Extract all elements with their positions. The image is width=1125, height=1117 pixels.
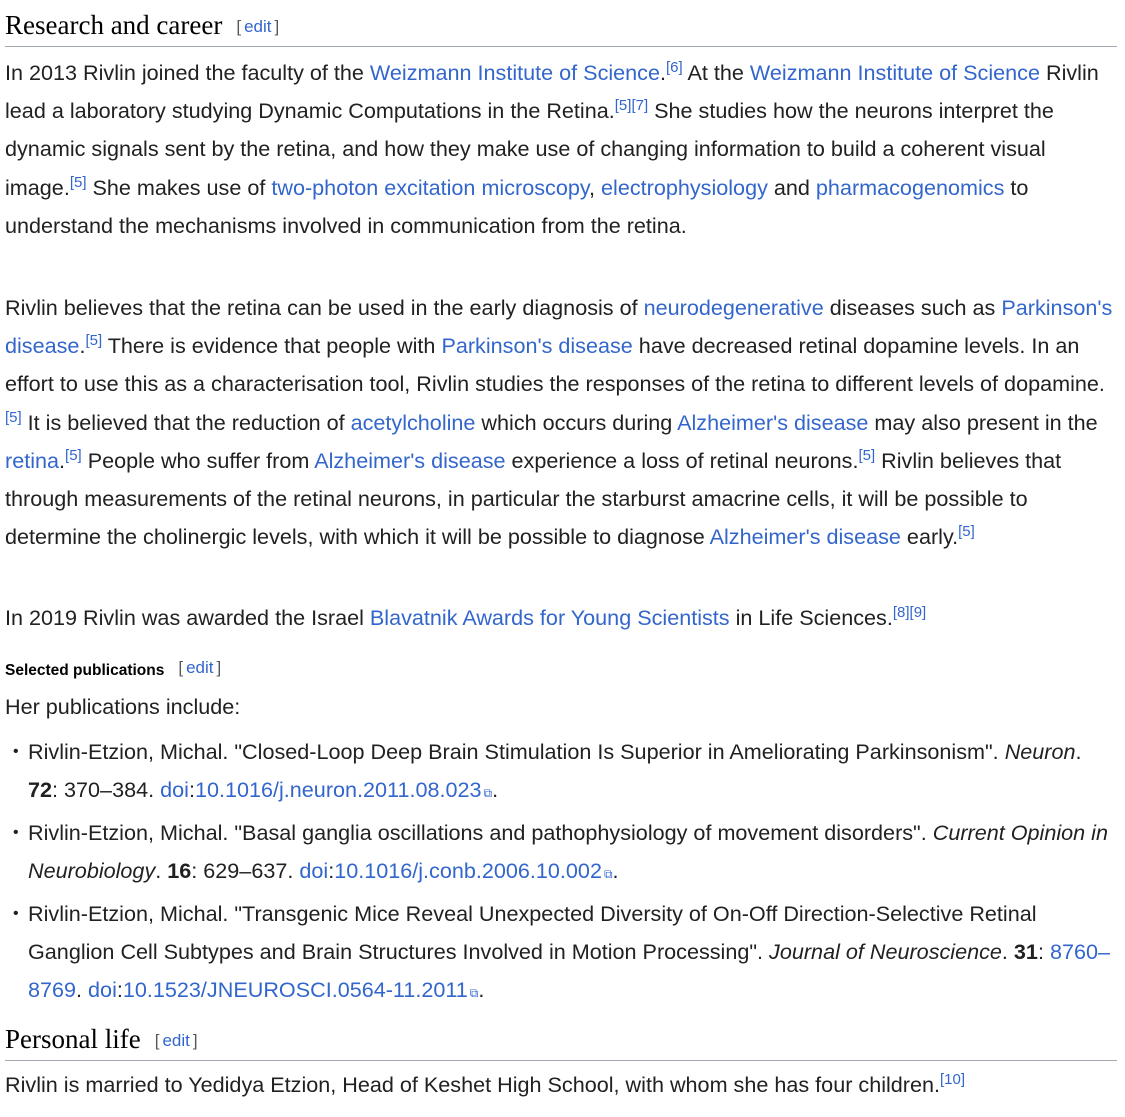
weizmann-link[interactable]: Weizmann Institute of Science [369,60,660,85]
pages-link[interactable]: 8760–8769 [28,939,1111,1003]
research-heading: Research and career [ edit ] [5,8,1117,47]
two-photon-link[interactable]: two-photon excitation microscopy [271,174,590,200]
doi-link[interactable]: 10.1016/j.conb.2006.10.002 [334,858,602,884]
edit-section-bracket: [ edit ] [154,1031,198,1050]
edit-section-bracket: [ edit ] [178,658,222,677]
paragraph-research-3: In 2019 Rivlin was awarded the Israel Blavatnik Awards for Young Scientists in Life Sciences.[8][9] [5,603,927,630]
personal-heading: Personal life [ edit ] [5,1022,1117,1061]
ref-5[interactable]: [5] [958,523,975,541]
bullet-icon: • [13,823,19,841]
retina-link[interactable]: retina [5,447,60,473]
list-item: • Rivlin-Etzion, Michal. "Closed-Loop Deep Brain Stimulation Is Superior in Ameliorating Parkinsonism". Neuron. 72: 370–384. doi:10.1016/j.neuron.2011.08.023 ⧉. [5,733,1113,812]
ref-5[interactable]: [5] [85,332,103,350]
ref-5[interactable]: [5] [69,173,87,191]
edit-research-link[interactable]: edit [244,17,272,36]
blavatnik-link[interactable]: Blavatnik Awards for Young Scientists [369,605,730,630]
alzheimers-link-3[interactable]: Alzheimer's disease [709,524,901,550]
bullet-icon: • [13,743,19,760]
ref-7[interactable]: [7] [631,97,649,115]
ref-9[interactable]: [9] [909,603,927,621]
doi-label-link[interactable]: doi [299,858,329,884]
doi-link[interactable]: 10.1016/j.neuron.2011.08.023 [194,777,482,803]
ref-5[interactable]: [5] [65,446,82,464]
ref-5[interactable]: [5] [614,97,632,115]
weizmann-link-2[interactable]: Weizmann Institute of Science [749,60,1040,85]
publications-intro: Her publications include: [5,694,241,719]
doi-link[interactable]: 10.1523/JNEUROSCI.0564-11.2011 [122,977,468,1003]
external-link-icon: ⧉ [603,867,613,882]
paragraph-research-2: Rivlin believes that the retina can be used in the early diagnosis of neurodegenerative diseases such as Parkinson's disease.[5] There is evidence that people with Parkinson's disease have decreased retinal dopamine levels. In an effort to use this as a characterisation tool, Rivlin studies the responses of the retina to different levels of dopamine.[5] It is believed that the reduction of acetylcholine which occurs during Alzheimer's disease may also present in the retina.[5] People who suffer from Alzheimer's disease experience a loss of retinal neurons.[5] Rivlin believes that through measurements of the retinal neurons, in particular the starburst amacrine cells, it will be possible to determine the cholinergic levels, with which it will be possible to diagnose Alzheimer's disease early.[5] [5,295,1113,550]
pharmacogenomics-link[interactable]: pharmacogenomics [815,174,1005,200]
list-item: • Rivlin-Etzion, Michal. "Basal ganglia oscillations and pathophysiology of movement disorders". Current Opinion in Neurobiology. 16: 629–637. doi:10.1016/j.conb.2006.10.002 ⧉. [5,814,1113,893]
publications-heading: Selected publications [ edit ] [5,658,222,679]
paragraph-personal: Rivlin is married to Yedidya Etzion, Head of Keshet High School, with whom she has four children.[10] [5,1070,966,1097]
edit-publications-link[interactable]: edit [186,658,214,677]
doi-label-link[interactable]: doi [88,977,117,1003]
bullet-icon: • [13,904,19,922]
external-link-icon: ⧉ [469,986,479,1001]
doi-label-link[interactable]: doi [160,777,189,803]
electrophysiology-link[interactable]: electrophysiology [601,174,768,200]
paragraph-research-1: In 2013 Rivlin joined the faculty of the Weizmann Institute of Science.[6] At the Weizmann Institute of Science Rivlin lead a laboratory studying Dynamic Computations in the Retina.[5][7] She studies how the neurons interpret the dynamic signals sent by the retina, and how they make use of changing information to build a coherent visual image.[5] She makes use of two-photon excitation microscopy, electrophysiology and pharmacogenomics to understand the mechanisms involved in communication from the retina. [5,58,1099,238]
neurodegenerative-link[interactable]: neurodegenerative [643,295,824,320]
ref-6[interactable]: [6] [665,58,683,76]
ref-5[interactable]: [5] [858,446,876,464]
acetylcholine-link[interactable]: acetylcholine [350,409,476,435]
list-item: • Rivlin-Etzion, Michal. "Transgenic Mice Reveal Unexpected Diversity of On-Off Direction-Selective Retinal Ganglion Cell Subtypes and Brain Structures Involved in Motion Processing". Journal of Neuroscience. 31: 8760–8769. doi:10.1523/JNEUROSCI.0564-11.2011 ⧉. [5,895,1113,1013]
alzheimers-link[interactable]: Alzheimer's disease [677,409,869,435]
ref-5[interactable]: [5] [5,408,22,426]
ref-10[interactable]: [10] [940,1070,966,1088]
alzheimers-link-2[interactable]: Alzheimer's disease [314,447,506,473]
ref-8[interactable]: [8] [892,603,910,621]
edit-personal-link[interactable]: edit [162,1031,190,1050]
parkinsons-link-2[interactable]: Parkinson's disease [441,333,633,359]
publications-list [5,733,1113,1014]
parkinsons-link[interactable]: Parkinson's disease [5,295,1113,359]
edit-section-bracket: [ edit ] [236,17,280,36]
external-link-icon: ⧉ [483,786,493,801]
